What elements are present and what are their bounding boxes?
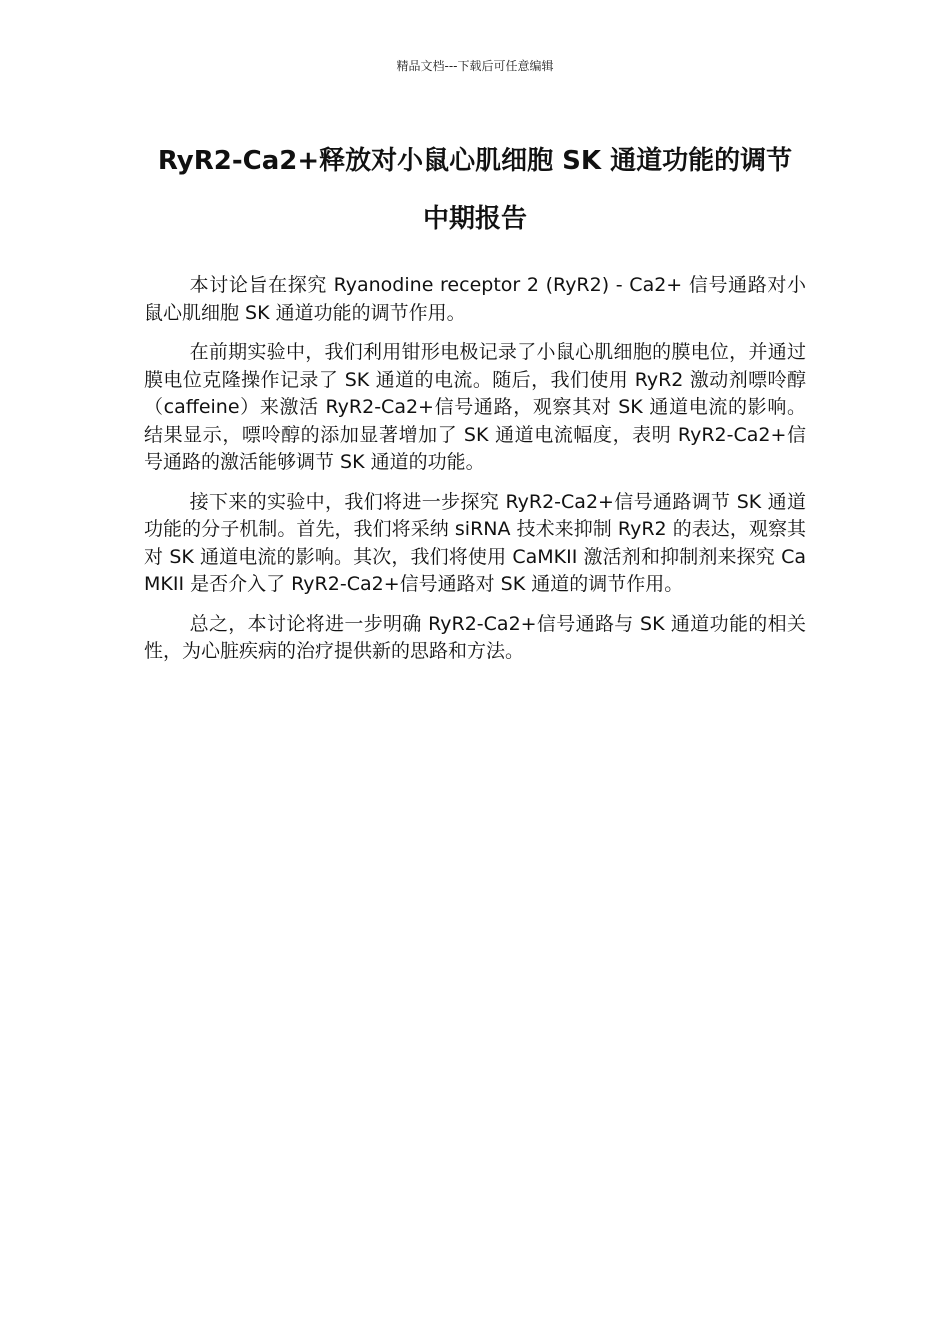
paragraph: 接下来的实验中，我们将进一步探究 RyR2-Ca2+信号通路调节 SK 通道功能的分子机制。首先，我们将采纳 siRNA 技术来抑制 RyR2 的表达，观察其对 SK 通道电流的影响。其次，我们将使用 CaMKII 激活剂和抑制剂来探究 CaMKII 是否介入了 RyR2-Ca2+信号通路对 SK 通道的调节作用。 [144, 490, 806, 595]
title-line-2: 中期报告 [422, 204, 527, 234]
header-note: 精品文档---下载后可任意编辑 [396, 59, 554, 73]
paragraph: 在前期实验中，我们利用钳形电极记录了小鼠心肌细胞的膜电位，并通过膜电位克隆操作记录了 SK 通道的电流。随后，我们使用 RyR2 激动剂嘌呤醇（caffeine）来激活 RyR2-Ca2+信号通路，观察其对 SK 通道电流的影响。结果显示，嘌呤醇的添加显著增加了 SK 通道电流幅度，表明 RyR2-Ca2+信号通路的激活能够调节 SK 通道的功能。 [144, 341, 806, 473]
paragraph: 本讨论旨在探究 Ryanodine receptor 2 (RyR2) - Ca2+ 信号通路对小鼠心肌细胞 SK 通道功能的调节作用。 [144, 274, 806, 324]
title-line-1: RyR2-Ca2+释放对小鼠心肌细胞 SK 通道功能的调节 [157, 146, 793, 176]
document-title [120, 132, 830, 248]
paragraph: 总之，本讨论将进一步明确 RyR2-Ca2+信号通路与 SK 通道功能的相关性，为心脏疾病的治疗提供新的思路和方法。 [144, 612, 806, 662]
document-body [144, 272, 806, 678]
